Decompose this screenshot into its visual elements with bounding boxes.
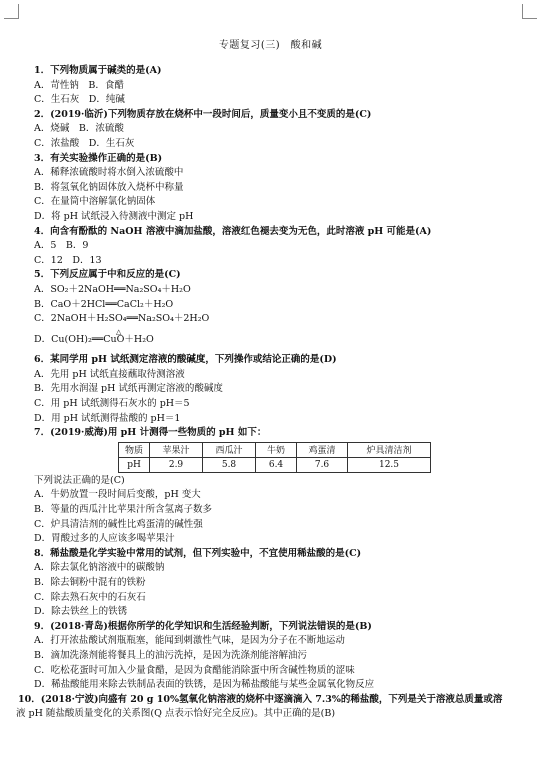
option-line: B．滴加洗涤剂能将餐具上的油污洗掉，是因为洗涤剂能溶解油污 — [34, 649, 307, 661]
option-line: A．先用 pH 试纸直接蘸取待测溶液 — [34, 368, 185, 380]
table-cell: 2.9 — [150, 457, 203, 472]
option-line: B．等量的西瓜汁比苹果汁所含氢离子数多 — [34, 504, 212, 516]
option-line: B．先用水润湿 pH 试纸再测定溶液的酸碱度 — [34, 383, 223, 395]
question-line: 5．下列反应属于中和反应的是(C) — [34, 269, 181, 281]
option-line: C．在量筒中溶解氯化钠固体 — [34, 196, 156, 208]
table-cell: 鸡蛋清 — [297, 442, 348, 457]
question-line: 9．(2018·青岛)根据你所学的化学知识和生活经验判断，下列说法错误的是(B) — [34, 620, 372, 632]
table-cell: 炉具清洁剂 — [348, 442, 431, 457]
option-line: A．5 B．9 — [34, 240, 89, 252]
ph-table — [118, 442, 431, 473]
question-line: 下列说法正确的是(C) — [34, 474, 125, 486]
question-line-continued: 液 pH 随盐酸质量变化的关系图(Q 点表示恰好完全反应)。其中正确的是(B) — [16, 708, 336, 720]
option-line: B．CaO＋2HCl══CaCl₂＋H₂O — [34, 298, 174, 310]
option-line: D．胃酸过多的人应该多喝苹果汁 — [34, 533, 175, 545]
question-line: 2．(2019·临沂)下列物质存放在烧杯中一段时间后，质量变小且不变质的是(C) — [34, 108, 372, 120]
table-cell: 物质 — [119, 442, 150, 457]
option-line: C．用 pH 试纸测得石灰水的 pH＝5 — [34, 398, 190, 410]
table-cell: 苹果汁 — [150, 442, 203, 457]
option-line: C．12 D．13 — [34, 254, 102, 266]
option-text: D．Cu(OH)₂══CuO＋H₂O — [34, 333, 154, 345]
option-line: D．除去铁丝上的铁锈 — [34, 606, 128, 618]
option-line: D．将 pH 试纸浸入待测液中测定 pH — [34, 210, 194, 222]
question-line: 1．下列物质属于碱类的是(A) — [34, 65, 162, 76]
question-line: 6．某同学用 pH 试纸测定溶液的酸碱度，下列操作或结论正确的是(D) — [34, 354, 337, 366]
option-line: A．SO₂＋2NaOH══Na₂SO₄＋H₂O — [34, 283, 191, 295]
option-line: C．浓盐酸 D．生石灰 — [34, 137, 135, 149]
option-line: A．烧碱 B．浓硫酸 — [34, 123, 124, 135]
heating-symbol: △ — [116, 327, 122, 336]
question-line: 7．(2019·威海)用 pH 计测得一些物质的 pH 如下： — [34, 427, 267, 439]
option-line: A．苛性钠 B．食醋 — [34, 79, 124, 91]
table-cell: 12.5 — [348, 457, 431, 472]
option-line: A．稀释浓硫酸时将水倒入浓硫酸中 — [34, 167, 184, 179]
option-line: C．2NaOH＋H₂SO₄══Na₂SO₄＋2H₂O — [34, 313, 210, 325]
option-line: A．除去氯化钠溶液中的碳酸钠 — [34, 562, 165, 574]
option-line: A．打开浓盐酸试剂瓶瓶塞，能闻到刺激性气味，是因为分子在不断地运动 — [34, 635, 345, 647]
option-line: D．用 pH 试纸测得盐酸的 pH＝1 — [34, 412, 181, 424]
table-cell: 5.8 — [203, 457, 256, 472]
option-line: C．炉具清洁剂的碱性比鸡蛋清的碱性强 — [34, 518, 203, 530]
question-line: 8．稀盐酸是化学实验中常用的试剂，但下列实验中，不宜使用稀盐酸的是(C) — [34, 547, 362, 559]
question-line: 4．向含有酚酞的 NaOH 溶液中滴加盐酸，溶液红色褪去变为无色，此时溶液 pH 可能是(A) — [34, 225, 432, 237]
option-line: D．稀盐酸能用来除去铁制品表面的铁锈，是因为稀盐酸能与某些金属氧化物反应 — [34, 679, 375, 691]
table-cell: 6.4 — [256, 457, 297, 472]
option-line-heating-reaction — [34, 327, 522, 348]
table-cell: 牛奶 — [256, 442, 297, 457]
option-line: C．除去熟石灰中的石灰石 — [34, 591, 146, 603]
table-cell: 7.6 — [297, 457, 348, 472]
table-header-row — [119, 442, 431, 457]
crop-mark-top-right — [522, 4, 537, 19]
table-cell: 西瓜汁 — [203, 442, 256, 457]
option-line: C．生石灰 D．纯碱 — [34, 94, 125, 106]
question-line: 3．有关实验操作正确的是(B) — [34, 152, 163, 164]
table-cell: pH — [119, 457, 150, 472]
option-line: B．除去铜粉中混有的铁粉 — [34, 577, 146, 588]
table-row — [119, 457, 431, 472]
crop-mark-top-left — [4, 4, 19, 19]
option-line: C．吃松花蛋时可加入少量食醋，是因为食醋能消除蛋中所含碱性物质的涩味 — [34, 664, 355, 676]
question-line: 10．(2018·宁波)向盛有 20 g 10%氢氧化钠溶液的烧杯中逐滴滴入 7.3%的稀盐酸，下列是关于溶液总质量或溶 — [18, 693, 503, 705]
page-title: 专题复习(三) 酸和碱 — [218, 40, 323, 51]
option-line: A．牛奶放置一段时间后变酸，pH 变大 — [34, 489, 201, 501]
option-line: B．将氢氧化钠固体放入烧杯中称量 — [34, 181, 184, 193]
question-content — [16, 64, 522, 722]
